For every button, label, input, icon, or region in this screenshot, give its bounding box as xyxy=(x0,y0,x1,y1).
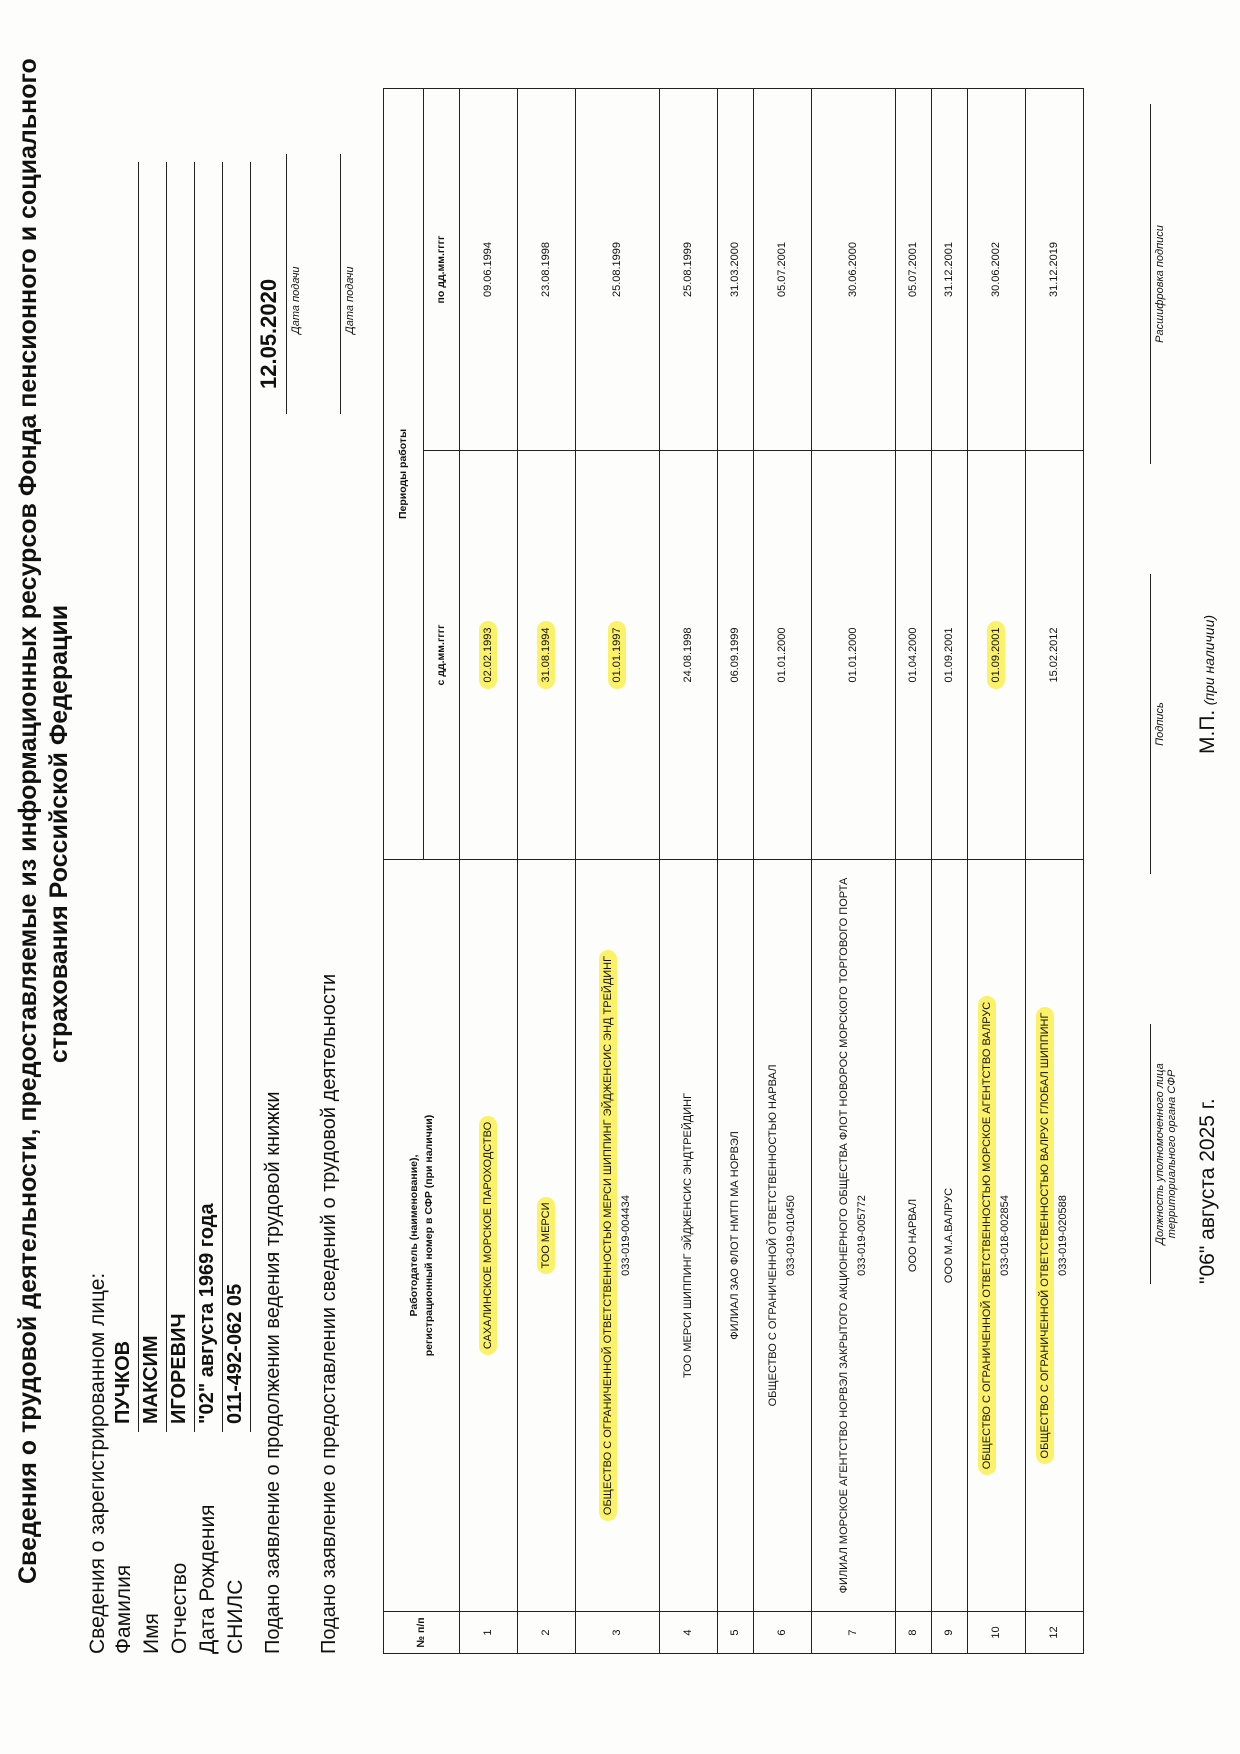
field-value-snils: 011-492-062 05 xyxy=(224,1283,246,1424)
row-date-to: 30.06.2000 xyxy=(812,89,896,451)
stamp-place xyxy=(1196,615,1220,754)
date-from-value: 01.01.1997 xyxy=(608,621,626,688)
date-from-value: 31.08.1994 xyxy=(537,621,555,688)
row-number: 5 xyxy=(718,1612,754,1654)
row-number: 4 xyxy=(660,1612,718,1654)
row-employer xyxy=(660,860,718,1612)
employer-name: ОБЩЕСТВО С ОГРАНИЧЕННОЙ ОТВЕТСТВЕННОСТЬЮ ВАЛРУС ГЛОБАЛ ШИППИНГ xyxy=(1036,1007,1054,1465)
position-line xyxy=(1150,1024,1151,1284)
date-from-value: 01.09.2001 xyxy=(987,621,1005,688)
row-employer xyxy=(718,860,754,1612)
row-number: 2 xyxy=(518,1612,576,1654)
decode-caption: Расшифровка подписи xyxy=(1154,225,1166,343)
table-row xyxy=(660,89,718,1654)
title-line-1: Сведения о трудовой деятельности, предоставляемые из информационных ресурсов Фонда пенсионного и социального xyxy=(14,58,42,1584)
header-number: № п/п xyxy=(384,1612,460,1654)
employer-reg-number: 033-019-020588 xyxy=(1057,1195,1069,1276)
row-number: 10 xyxy=(968,1612,1026,1654)
field-label-name: Имя xyxy=(140,1613,163,1654)
row-number: 6 xyxy=(754,1612,812,1654)
employer-reg-number: 033-019-004434 xyxy=(620,1195,632,1276)
employer-name: ОБЩЕСТВО С ОГРАНИЧЕННОЙ ОТВЕТСТВЕННОСТЬЮ НАРВАЛ xyxy=(767,1064,780,1407)
employer-name: ФИЛИАЛ МОРСКОЕ АГЕНТСТВО НОРВЭЛ ЗАКРЫТОГО АКЦИОНЕРНОГО ОБЩЕСТВА ФЛОТ НОВОРОС МОРСКОГО ТОРГОВОГО ПОРТА xyxy=(838,877,851,1594)
date-from-value: 02.02.1993 xyxy=(479,621,497,688)
table-row xyxy=(754,89,812,1654)
date-from-value: 01.01.2000 xyxy=(847,627,860,683)
employment-table-body xyxy=(460,89,1084,1654)
row-date-from xyxy=(896,451,932,860)
field-label-surname: Фамилия xyxy=(112,1564,135,1654)
date-from-value: 01.01.2000 xyxy=(776,627,789,683)
employer-name: ФИЛИАЛ ЗАО ФЛОТ НМТП МА НОРВЭЛ xyxy=(729,1131,742,1340)
header-periods: Периоды работы xyxy=(384,89,424,860)
row-number: 7 xyxy=(812,1612,896,1654)
row-date-to: 31.12.2001 xyxy=(932,89,968,451)
underline-birthdate xyxy=(222,162,223,1432)
employer-name: ОБЩЕСТВО С ОГРАНИЧЕННОЙ ОТВЕТСТВЕННОСТЬЮ МЕРСИ ШИППИНГ ЭЙДЖЕНСИС ЭНД ТРЕЙДИНГ xyxy=(599,950,617,1521)
employer-name: ООО М.А.ВАЛРУС xyxy=(943,1187,956,1284)
row-date-from xyxy=(812,451,896,860)
row-employer xyxy=(460,860,518,1612)
row-date-from xyxy=(518,451,576,860)
signature-line xyxy=(1150,574,1151,874)
row-date-to: 05.07.2001 xyxy=(754,89,812,451)
row-date-to: 09.06.1994 xyxy=(460,89,518,451)
table-row xyxy=(932,89,968,1654)
statement-continue-workbook: Подано заявление о продолжении ведения трудовой книжки xyxy=(262,1091,284,1654)
row-employer xyxy=(812,860,896,1612)
decode-line xyxy=(1150,104,1151,464)
row-employer xyxy=(518,860,576,1612)
table-row xyxy=(968,89,1026,1654)
statement-1-date: 12.05.2020 xyxy=(256,278,281,389)
field-value-surname: ПУЧКОВ xyxy=(112,1340,134,1424)
row-date-from xyxy=(576,451,660,860)
row-date-to: 23.08.1998 xyxy=(518,89,576,451)
signature-caption: Подпись xyxy=(1154,702,1166,746)
table-row xyxy=(460,89,518,1654)
row-date-to: 31.03.2000 xyxy=(718,89,754,451)
date-from-value: 01.04.2000 xyxy=(907,627,920,683)
row-date-from xyxy=(460,451,518,860)
signing-date: "06" августа 2025 г. xyxy=(1196,1098,1219,1284)
table-row xyxy=(518,89,576,1654)
table-row xyxy=(896,89,932,1654)
row-employer xyxy=(754,860,812,1612)
employer-name: ООО НАРВАЛ xyxy=(907,1198,920,1273)
row-employer xyxy=(1026,860,1084,1612)
field-value-name: МАКСИМ xyxy=(140,1335,162,1424)
title-line-2: страхования Российской Федерации xyxy=(45,604,73,1064)
stamp-note: (при наличии) xyxy=(1201,614,1217,706)
header-employer-line-1: Работодатель (наименование), xyxy=(408,1154,421,1317)
field-label-birthdate: Дата Рождения xyxy=(196,1504,219,1654)
statement-provide-info: Подано заявление о предоставлении сведений о трудовой деятельности xyxy=(318,973,340,1654)
employer-name: САХАЛИНСКОЕ МОРСКОЕ ПАРОХОДСТВО xyxy=(479,1116,497,1355)
underline-patronymic xyxy=(194,162,195,1432)
table-row xyxy=(1026,89,1084,1654)
field-value-birthdate: "02" августа 1969 года xyxy=(196,1203,218,1424)
date-from-value: 06.09.1999 xyxy=(729,627,742,683)
header-from: с дд.мм.гггг xyxy=(424,451,460,860)
employer-reg-number: 033-019-005772 xyxy=(856,1195,868,1276)
employment-table-wrap xyxy=(383,89,1084,1654)
row-date-to: 30.06.2002 xyxy=(968,89,1026,451)
date-from-value: 24.08.1998 xyxy=(682,627,695,683)
underline-surname xyxy=(138,162,139,1432)
date-from-value: 15.02.2012 xyxy=(1048,627,1061,683)
statement-1-date-line xyxy=(286,154,287,414)
row-date-from xyxy=(754,451,812,860)
header-to: по дд.мм.гггг xyxy=(424,89,460,451)
person-heading: Сведения о зарегистрированном лице: xyxy=(86,1272,109,1654)
underline-name xyxy=(166,162,167,1432)
field-value-patronymic: ИГОРЕВИЧ xyxy=(168,1313,190,1424)
row-number: 12 xyxy=(1026,1612,1084,1654)
table-row xyxy=(718,89,754,1654)
statement-1-date-caption: Дата подачи xyxy=(290,266,302,334)
row-number: 8 xyxy=(896,1612,932,1654)
row-date-from xyxy=(718,451,754,860)
row-employer xyxy=(896,860,932,1612)
date-from-value: 01.09.2001 xyxy=(943,627,956,683)
row-date-from xyxy=(660,451,718,860)
header-employer xyxy=(384,860,460,1612)
table-row xyxy=(576,89,660,1654)
table-row xyxy=(812,89,896,1654)
row-date-from xyxy=(1026,451,1084,860)
field-label-snils: СНИЛС xyxy=(224,1579,247,1654)
row-employer xyxy=(932,860,968,1612)
statement-2-date-line xyxy=(340,154,341,414)
row-number: 9 xyxy=(932,1612,968,1654)
row-date-from xyxy=(968,451,1026,860)
field-label-patronymic: Отчество xyxy=(168,1562,191,1654)
employer-reg-number: 033-018-002854 xyxy=(999,1195,1011,1276)
row-date-to: 25.08.1999 xyxy=(660,89,718,451)
row-employer xyxy=(576,860,660,1612)
row-date-to: 31.12.2019 xyxy=(1026,89,1084,451)
row-date-from xyxy=(932,451,968,860)
statement-2-date-caption: Дата подачи xyxy=(344,266,356,334)
underline-snils xyxy=(250,162,251,1432)
employment-table xyxy=(383,88,1084,1654)
row-date-to: 25.08.1999 xyxy=(576,89,660,451)
row-employer xyxy=(968,860,1026,1612)
employer-reg-number: 033-019-010450 xyxy=(785,1195,797,1276)
employer-name: ТОО МЕРСИ ШИППИНГ ЭЙДЖЕНСИС ЭНДТРЕЙДИНГ xyxy=(682,1092,695,1379)
employer-name: ТОО МЕРСИ xyxy=(537,1197,555,1275)
position-caption: Должность уполномоченного лица территориального органа СФР xyxy=(1154,1063,1178,1245)
row-number: 1 xyxy=(460,1612,518,1654)
header-employer-line-2: регистрационный номер в СФР (при наличии) xyxy=(422,1114,435,1357)
stamp-label: М.П. xyxy=(1196,709,1219,754)
employer-name: ОБЩЕСТВО С ОГРАНИЧЕННОЙ ОТВЕТСТВЕННОСТЬЮ МОРСКОЕ АГЕНТСТВО ВАЛРУС xyxy=(978,996,996,1476)
row-date-to: 05.07.2001 xyxy=(896,89,932,451)
document-title xyxy=(14,58,74,1584)
row-number: 3 xyxy=(576,1612,660,1654)
